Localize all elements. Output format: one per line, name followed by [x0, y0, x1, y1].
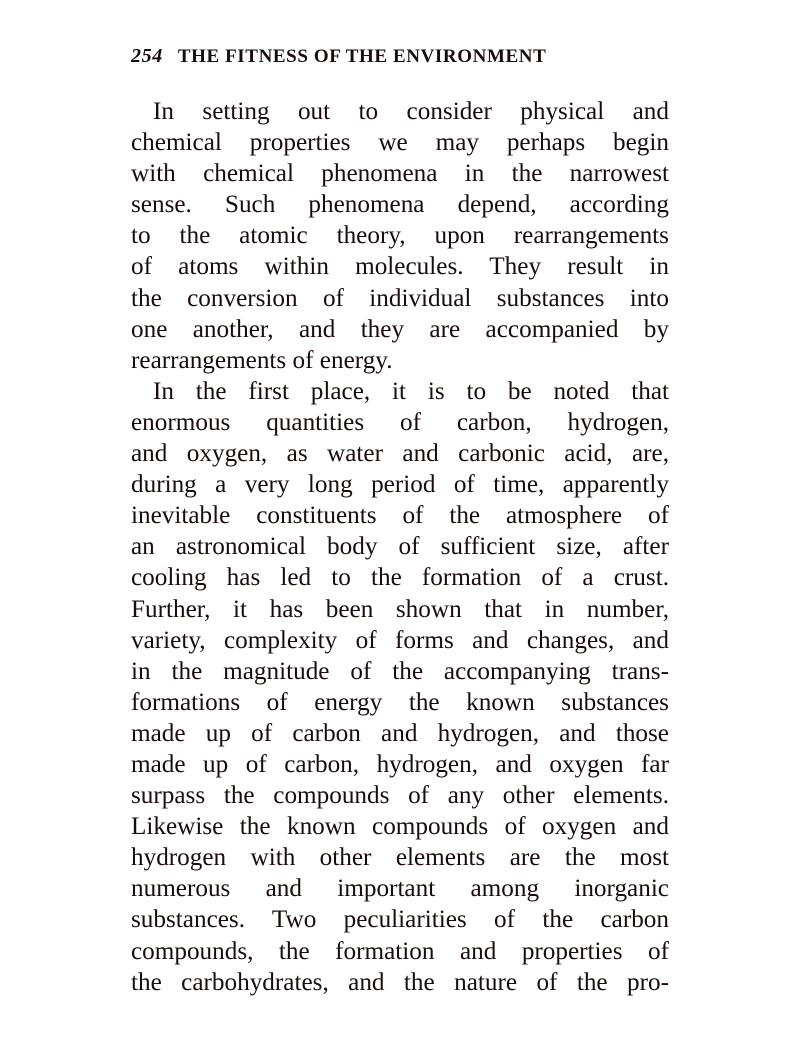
text-line: cooling has led to the formation of a crust.	[131, 564, 669, 592]
text-line: sense. Such phenomena depend, according	[131, 191, 669, 219]
page-number: 254	[131, 45, 163, 67]
text-line: and oxygen, as water and carbonic acid, are,	[131, 440, 669, 468]
text-line: In setting out to consider physical and	[153, 98, 669, 125]
text-line: during a very long period of time, apparently	[131, 471, 669, 499]
text-line: chemical properties we may perhaps begin	[131, 129, 669, 157]
text-line: inevitable constituents of the atmosphere of	[131, 502, 669, 530]
paragraph	[131, 96, 669, 376]
text-line: made up of carbon and hydrogen, and those	[131, 719, 669, 747]
text-line: substances. Two peculiarities of the carbon	[131, 906, 669, 934]
text-line: in the magnitude of the accompanying trans-	[131, 657, 669, 685]
body-text	[131, 96, 669, 998]
text-line: formations of energy the known substances	[131, 688, 669, 716]
text-line: one another, and they are accompanied by	[131, 315, 669, 343]
text-line: Further, it has been shown that in number,	[131, 595, 669, 623]
text-line: made up of carbon, hydrogen, and oxygen far	[131, 750, 669, 778]
text-line: with chemical phenomena in the narrowest	[131, 160, 669, 188]
text-line: enormous quantities of carbon, hydrogen,	[131, 408, 669, 436]
text-line: hydrogen with other elements are the most	[131, 844, 669, 872]
text-line: numerous and important among inorganic	[131, 875, 669, 903]
text-line: compounds, the formation and properties of	[131, 937, 669, 965]
text-line: to the atomic theory, upon rearrangements	[131, 222, 669, 250]
running-header	[131, 45, 671, 75]
text-line: of atoms within molecules. They result in	[131, 253, 669, 281]
text-line: In the first place, it is to be noted that	[153, 377, 669, 405]
running-title: THE FITNESS OF THE ENVIRONMENT	[177, 46, 547, 67]
text-line: variety, complexity of forms and changes, and	[131, 626, 669, 654]
paragraph	[131, 376, 669, 998]
text-line: the conversion of individual substances into	[131, 284, 669, 312]
text-line: the carbohydrates, and the nature of the pro-	[131, 968, 669, 996]
text-line: Likewise the known compounds of oxygen and	[131, 813, 669, 841]
text-line: surpass the compounds of any other elements.	[131, 782, 669, 810]
text-line: rearrangements of energy.	[131, 346, 393, 374]
text-line: an astronomical body of sufficient size, after	[131, 533, 669, 561]
